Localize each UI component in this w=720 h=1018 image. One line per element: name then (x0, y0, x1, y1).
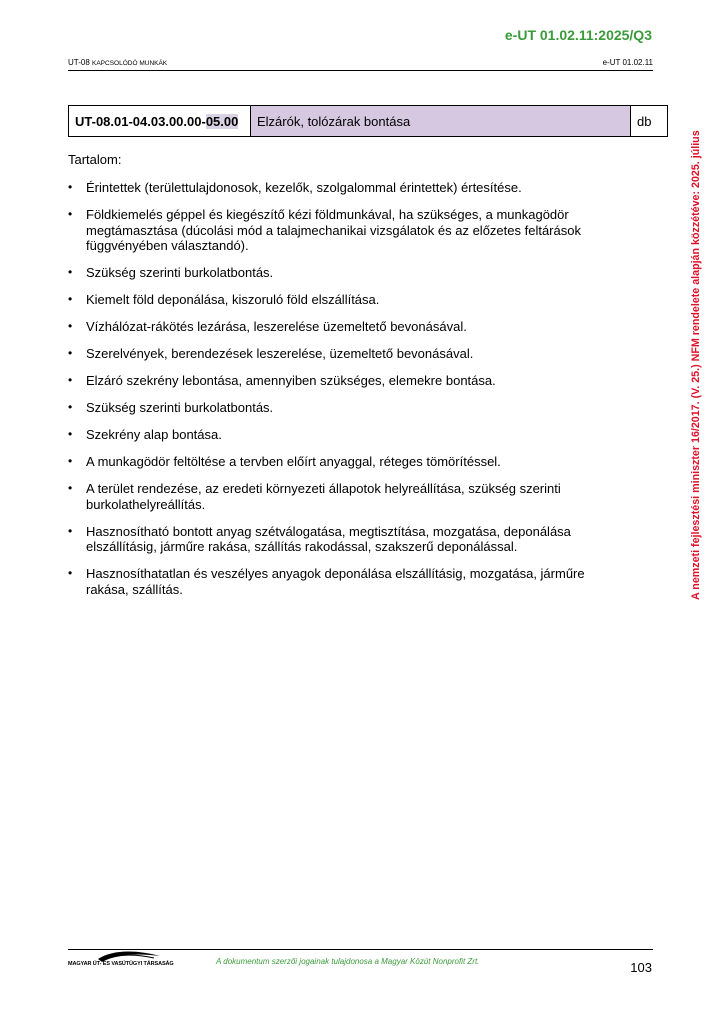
list-item: • Vízhálózat-rákötés lezárása, leszerelése üzemeltető bevonásával. (68, 319, 628, 335)
list-item: • Kiemelt föld deponálása, kiszoruló föld elszállítása. (68, 292, 628, 308)
list-item: • Érintettek (területtulajdonosok, kezelők, szolgalommal érintettek) értesítése. (68, 180, 628, 196)
page-number: 103 (630, 960, 652, 975)
list-item: • Hasznosíthatatlan és veszélyes anyagok deponálása elszállításig, mozgatása, járműre rakása, szállítás. (68, 566, 628, 597)
header-section-code: UT-08 (68, 58, 93, 67)
list-item: • Hasznosítható bontott anyag szétválogatása, megtisztítása, mozgatása, deponálása elszállításig, járműre rakása, szállítás rakodással, szakszerű deponálással. (68, 524, 628, 555)
list-item: • A terület rendezése, az eredeti környezeti állapotok helyreállítása, szükség szerinti burkolathelyreállítás. (68, 481, 628, 512)
item-code-prefix: UT-08.01-04.03.00.00- (75, 113, 206, 129)
list-item: • Szerelvények, berendezések leszerelése, üzemeltető bevonásával. (68, 346, 628, 362)
document-id: e-UT 01.02.11:2025/Q3 (504, 27, 652, 43)
list-item: • Földkiemelés géppel és kiegészítő kézi földmunkával, ha szükséges, a munkagödör megtámasztása (dúcolási mód a talajmechanikai vizsgálatok és az előzetes feltárások függvényében választandó). (68, 207, 628, 254)
header-standard-id: e-UT 01.02.11 (602, 58, 653, 67)
publication-side-note-text: A nemzeti fejlesztési miniszter 16/2017. (V. 25.) NFM rendelete alapján közzétéve: 2025. július (690, 130, 702, 600)
running-header (68, 58, 653, 71)
item-code-table (68, 105, 668, 137)
list-item: • Szükség szerinti burkolatbontás. (68, 400, 628, 416)
publication-side-note (684, 100, 708, 630)
content-heading: Tartalom: (68, 152, 122, 167)
list-item: • Elzáró szekrény lebontása, amennyiben szükséges, elemekre bontása. (68, 373, 628, 389)
content-list (68, 180, 628, 609)
list-item: • Szekrény alap bontása. (68, 427, 628, 443)
item-code (69, 106, 251, 136)
society-logo-text: MAGYAR ÚT- ÉS VASÚTÜGYI TÁRSASÁG (68, 961, 174, 967)
list-item: • Szükség szerinti burkolatbontás. (68, 265, 628, 281)
item-unit: db (637, 113, 652, 129)
item-code-suffix: 05.00 (205, 113, 239, 129)
copyright-notice: A dokumentum szerzői jogainak tulajdonosa a Magyar Közút Nonprofit Zrt. (216, 957, 480, 966)
header-section-title (68, 58, 167, 69)
header-section-name: KAPCSOLÓDÓ MUNKÁK (92, 60, 168, 67)
list-item: • A munkagödör feltöltése a tervben előírt anyaggal, réteges tömörítéssel. (68, 454, 628, 470)
item-title: Elzárók, tolózárak bontása (251, 106, 631, 136)
